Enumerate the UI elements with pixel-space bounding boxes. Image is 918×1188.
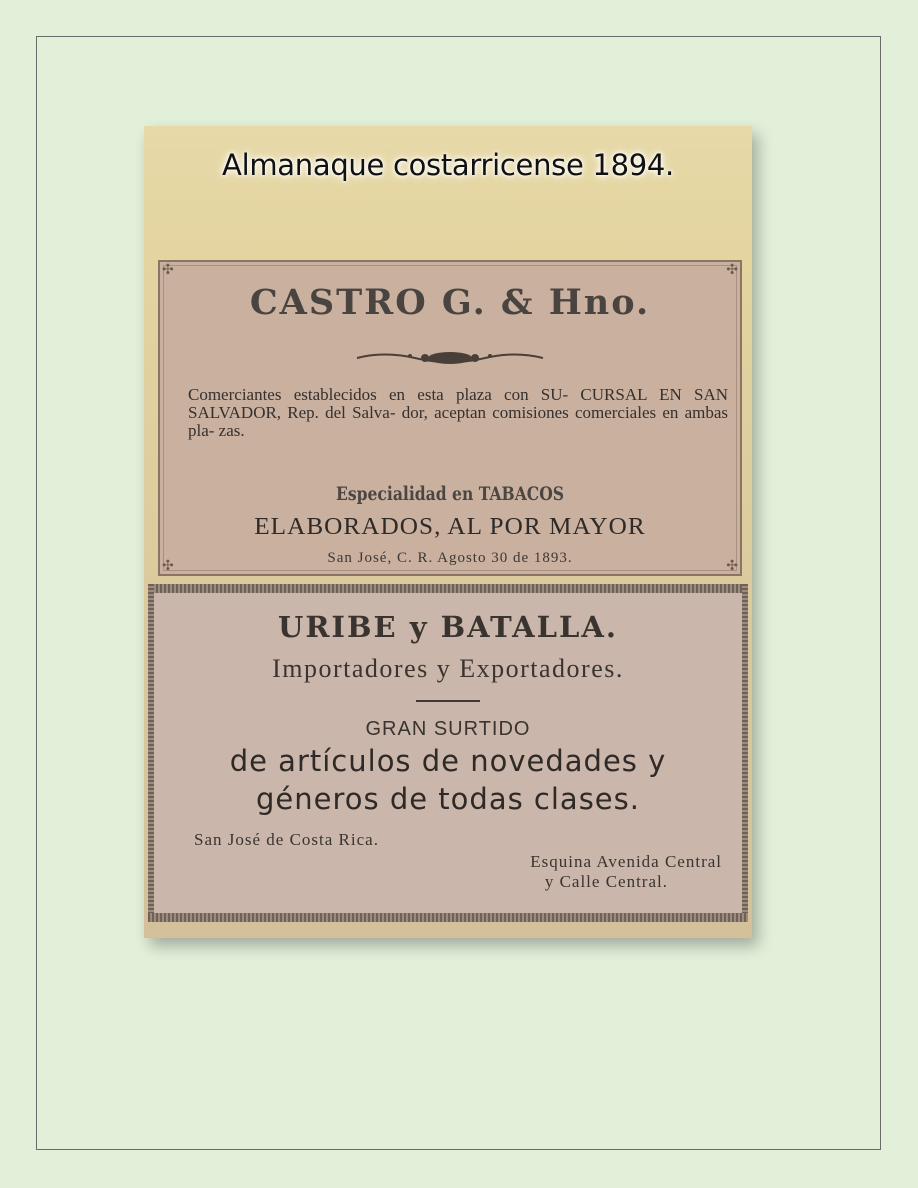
castro-company-name: CASTRO G. & Hno. <box>249 282 651 323</box>
uribe-line-1: de artículos de novedades y <box>229 744 667 778</box>
flourish-ornament-icon <box>355 349 545 367</box>
uribe-advertisement <box>148 584 748 922</box>
castro-wholesale: ELABORADOS, AL POR MAYOR <box>254 514 646 540</box>
castro-description: Comerciantes establecidos en esta plaza con SU- CURSAL EN SAN SALVADOR, Rep. del Salva- dor, aceptan comisiones comerciales en ambas pla- zas. <box>188 385 728 440</box>
uribe-company-name: URIBE y BATALLA. <box>278 610 618 644</box>
ornamental-rule <box>148 584 748 593</box>
uribe-subtitle: Importadores y Exportadores. <box>272 654 624 683</box>
castro-specialty: Especialidad en TABACOS <box>335 483 565 505</box>
corner-ornament-icon: ✣ <box>726 262 738 278</box>
uribe-city: San José de Costa Rica. <box>194 830 379 849</box>
corner-ornament-icon: ✣ <box>726 558 738 574</box>
uribe-line-2: géneros de todas clases. <box>256 782 640 816</box>
page-title: Almanaque costarricense 1894. <box>222 148 674 182</box>
uribe-address-line-2: y Calle Central. <box>544 872 668 891</box>
divider <box>416 700 480 702</box>
corner-ornament-icon: ✣ <box>162 262 174 278</box>
almanac-clipping <box>144 126 752 938</box>
castro-date-line: San José, C. R. Agosto 30 de 1893. <box>327 550 573 566</box>
uribe-heading: GRAN SURTIDO <box>365 718 531 740</box>
corner-ornament-icon: ✣ <box>162 558 174 574</box>
castro-advertisement <box>158 260 742 576</box>
ornamental-rule <box>148 913 748 922</box>
uribe-address-line-1: Esquina Avenida Central <box>530 852 722 871</box>
